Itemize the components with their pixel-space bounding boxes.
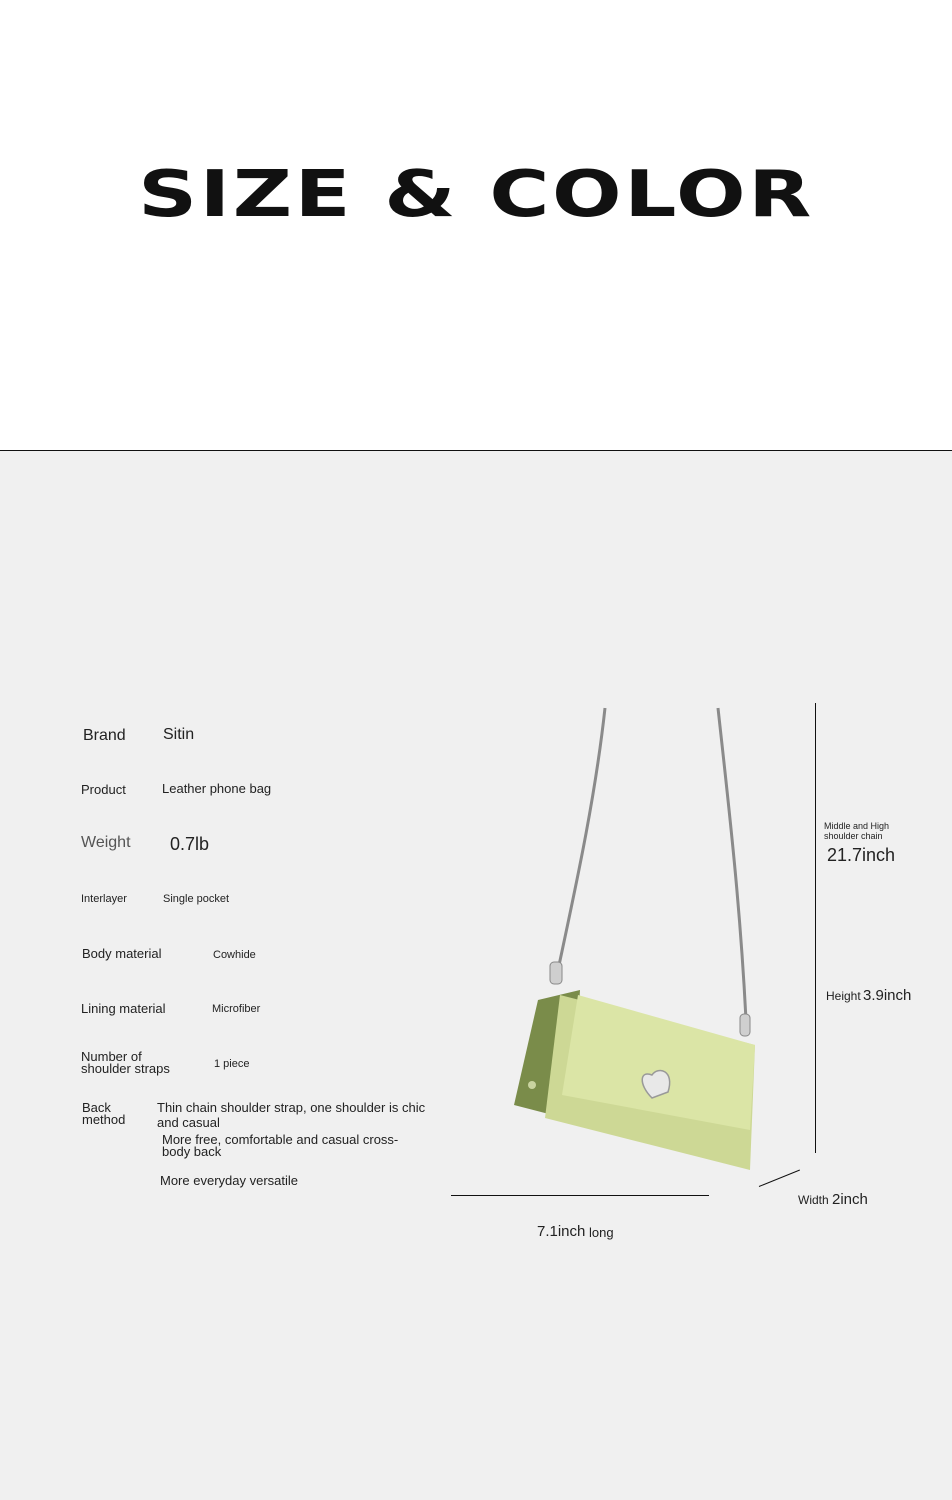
body-material-label: Body material [82, 946, 162, 961]
shoulder-straps-label [81, 1051, 170, 1075]
left-chain-strap [558, 708, 605, 970]
back-method-value-2: More free, comfortable and casual cross-body back [162, 1132, 399, 1159]
page-title: SIZE & COLOR [138, 158, 814, 232]
length-label: long [589, 1225, 614, 1240]
weight-label: Weight [81, 834, 131, 851]
chain-label-line2: shoulder chain [824, 831, 883, 841]
shoulder-straps-value: 1 piece [214, 1058, 250, 1070]
lining-material-value: Microfiber [212, 1003, 261, 1015]
back-method-value-3: More everyday versatile [160, 1173, 298, 1188]
brand-value: Sitin [163, 726, 195, 743]
product-value: Leather phone bag [162, 781, 272, 796]
shoulder-straps-label-line1: Number of [81, 1049, 142, 1064]
height-dimension-line [815, 703, 816, 1153]
back-method-value-1: Thin chain shoulder strap, one shoulder is chic and casual [157, 1100, 426, 1130]
bag-illustration [500, 700, 780, 1170]
interlayer-label: Interlayer [81, 893, 127, 905]
chain-label-line1: Middle and High [824, 821, 890, 831]
back-method-label-line2: method [82, 1112, 126, 1127]
width-label: Width [798, 1193, 829, 1207]
body-material-value: Cowhide [213, 949, 256, 961]
chain-label [824, 821, 889, 841]
specs-section [0, 451, 952, 1500]
height-value: 3.9inch [863, 987, 912, 1004]
header-section [0, 0, 952, 450]
side-rivet [528, 1081, 536, 1089]
chain-value: 21.7inch [827, 845, 896, 865]
height-label: Height [826, 989, 861, 1003]
back-method-label-line1: Back [82, 1100, 111, 1115]
length-value: 7.1inch [537, 1223, 586, 1240]
weight-value: 0.7lb [170, 834, 210, 854]
width-value: 2inch [832, 1191, 868, 1208]
interlayer-value: Single pocket [163, 893, 230, 905]
length-dimension-line [451, 1195, 709, 1196]
brand-label: Brand [83, 727, 126, 744]
left-chain-link [550, 962, 562, 984]
lining-material-label: Lining material [81, 1001, 166, 1016]
shoulder-straps-label-line2: shoulder straps [81, 1061, 170, 1076]
right-chain-strap [718, 708, 746, 1020]
back-method-label [82, 1102, 125, 1126]
right-chain-link [740, 1014, 750, 1036]
product-label: Product [81, 782, 126, 797]
